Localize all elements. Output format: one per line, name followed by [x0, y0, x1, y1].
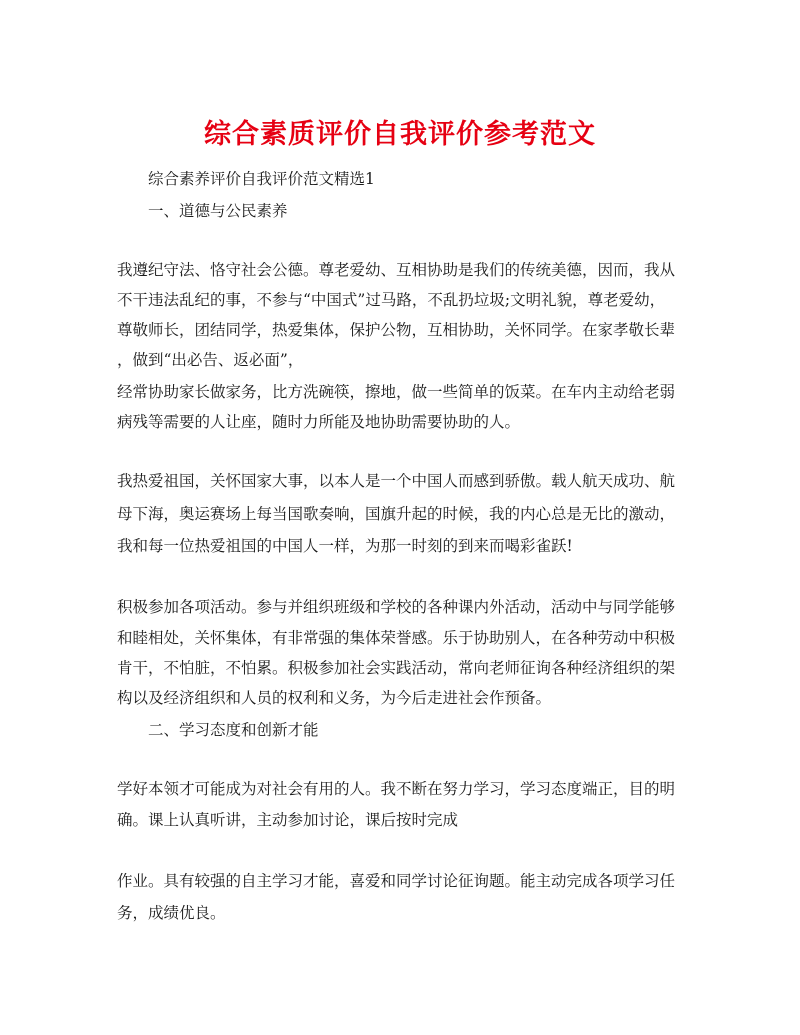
paragraph-line: 积极参加各项活动。参与并组织班级和学校的各种课内外活动，活动中与同学能够	[117, 598, 676, 616]
paragraph-line: 务，成绩优良。	[117, 904, 226, 922]
paragraph-line: 病残等需要的人让座，随时力所能及地协助需要协助的人。	[117, 413, 521, 431]
paragraph-line: 不干违法乱纪的事，不参与“中国式”过马路，不乱扔垃圾;文明礼貌，尊老爱幼，	[117, 291, 666, 309]
paragraph-line: 我和每一位热爱祖国的中国人一样，为那一时刻的到来而喝彩雀跃!	[117, 537, 573, 555]
paragraph-line: 尊敬师长，团结同学，热爱集体，保护公物，互相协助，关怀同学。在家孝敬长辈	[117, 321, 676, 339]
subtitle-line: 综合素养评价自我评价范文精选1	[148, 170, 375, 188]
paragraph-line: 我遵纪守法、恪守社会公德。尊老爱幼、互相协助是我们的传统美德，因而，我从	[117, 261, 676, 279]
paragraph-line: ，做到“出必告、返必面”，	[117, 351, 304, 369]
paragraph-line: 学好本领才可能成为对社会有用的人。我不断在努力学习，学习态度端正，目的明	[117, 780, 676, 798]
paragraph-line: 肯干，不怕脏，不怕累。积极参加社会实践活动，常向老师征询各种经济组织的架	[117, 659, 676, 677]
paragraph-line: 构以及经济组织和人员的权利和义务，为今后走进社会作预备。	[117, 689, 552, 707]
section-heading-2: 二、学习态度和创新才能	[148, 721, 319, 739]
paragraph-line: 和睦相处，关怀集体，有非常强的集体荣誉感。乐于协助别人，在各种劳动中积极	[117, 629, 676, 647]
paragraph-line: 经常协助家长做家务，比方洗碗筷，擦地，做一些简单的饭菜。在车内主动给老弱	[117, 383, 676, 401]
paragraph-line: 母下海，奥运赛场上每当国歌奏响，国旗升起的时候，我的内心总是无比的激动，	[117, 505, 676, 523]
section-heading-1: 一、道德与公民素养	[148, 202, 288, 220]
paragraph-line: 我热爱祖国，关怀国家大事，以本人是一个中国人而感到骄傲。载人航天成功、航	[117, 472, 676, 490]
paragraph-line: 作业。具有较强的自主学习才能，喜爱和同学讨论征询题。能主动完成各项学习任	[117, 872, 676, 890]
paragraph-line: 确。课上认真听讲，主动参加讨论，课后按时完成	[117, 811, 459, 829]
document-title: 综合素质评价自我评价参考范文	[204, 119, 596, 150]
